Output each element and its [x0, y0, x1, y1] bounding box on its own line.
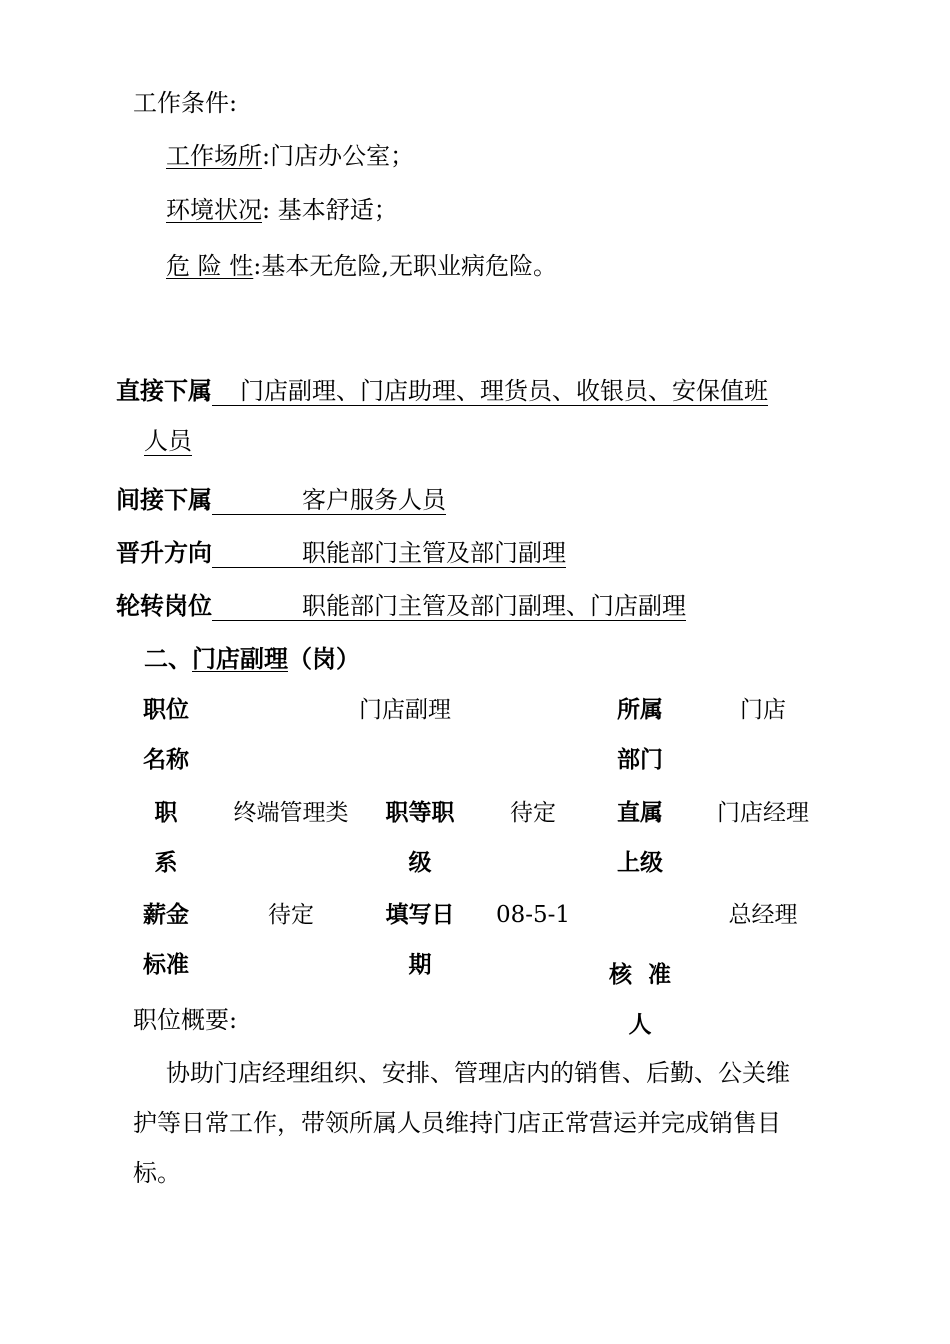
direct-subordinates-row: [116, 376, 768, 406]
label-approver: 核 准 人: [608, 962, 671, 1038]
environment-label: 环境状况: [166, 196, 262, 224]
label-grade: 职等职 级: [385, 800, 455, 876]
risk-line: [166, 251, 557, 281]
label-department: 所属 部门: [617, 697, 663, 773]
conditions-heading: 工作条件:: [133, 89, 238, 117]
summary-line-3: 标。: [133, 1159, 181, 1187]
indirect-subordinates-label: 间接下属: [116, 486, 212, 514]
value-department: 门店: [740, 697, 786, 723]
indirect-subordinates-row: [116, 485, 446, 515]
label-direct-superior: 直属 上级: [617, 800, 663, 876]
value-direct-superior: 门店经理: [717, 800, 809, 826]
work-place-label: 工作场所: [166, 142, 262, 170]
indirect-subordinates-value: 客户服务人员: [212, 486, 446, 515]
rotation-row: [116, 591, 686, 621]
environment-value: : 基本舒适；: [262, 196, 398, 224]
value-job-family: 终端管理类: [233, 800, 349, 826]
value-grade: 待定: [510, 800, 556, 826]
section-title: 二、门店副理（岗）: [144, 645, 360, 673]
rotation-label: 轮转岗位: [116, 592, 212, 620]
label-job-family: 职 系: [154, 800, 178, 876]
summary-line-2: 护等日常工作，带领所属人员维持门店正常营运并完成销售目: [133, 1109, 781, 1137]
value-salary: 待定: [268, 902, 314, 928]
direct-subordinates-value: 门店副理、门店助理、理货员、收银员、安保值班: [212, 377, 768, 406]
label-fill-date: 填写日 期: [385, 902, 455, 978]
promotion-row: [116, 538, 566, 568]
rotation-value: 职能部门主管及部门副理、门店副理: [212, 592, 686, 621]
label-salary: 薪金 标准: [143, 902, 189, 978]
value-approver: 总经理: [728, 902, 798, 928]
summary-line-1: 协助门店经理组织、安排、管理店内的销售、后勤、公关维: [166, 1059, 790, 1087]
summary-heading: 职位概要:: [133, 1006, 238, 1034]
value-fill-date: 08-5-1: [495, 902, 571, 928]
risk-value: :基本无危险,无职业病危险。: [253, 252, 557, 280]
promotion-label: 晋升方向: [116, 539, 212, 567]
promotion-value: 职能部门主管及部门副理: [212, 539, 566, 568]
work-place-value: :门店办公室；: [262, 142, 415, 170]
value-position-name: 门店副理: [359, 697, 451, 723]
environment-line: [166, 195, 398, 225]
direct-subordinates-label: 直接下属: [116, 377, 212, 405]
direct-subordinates-value-cont: 人员: [144, 427, 192, 455]
label-position-name: 职位 名称: [143, 697, 189, 773]
risk-label: 危 险 性: [166, 252, 254, 280]
work-place-line: [166, 141, 414, 171]
